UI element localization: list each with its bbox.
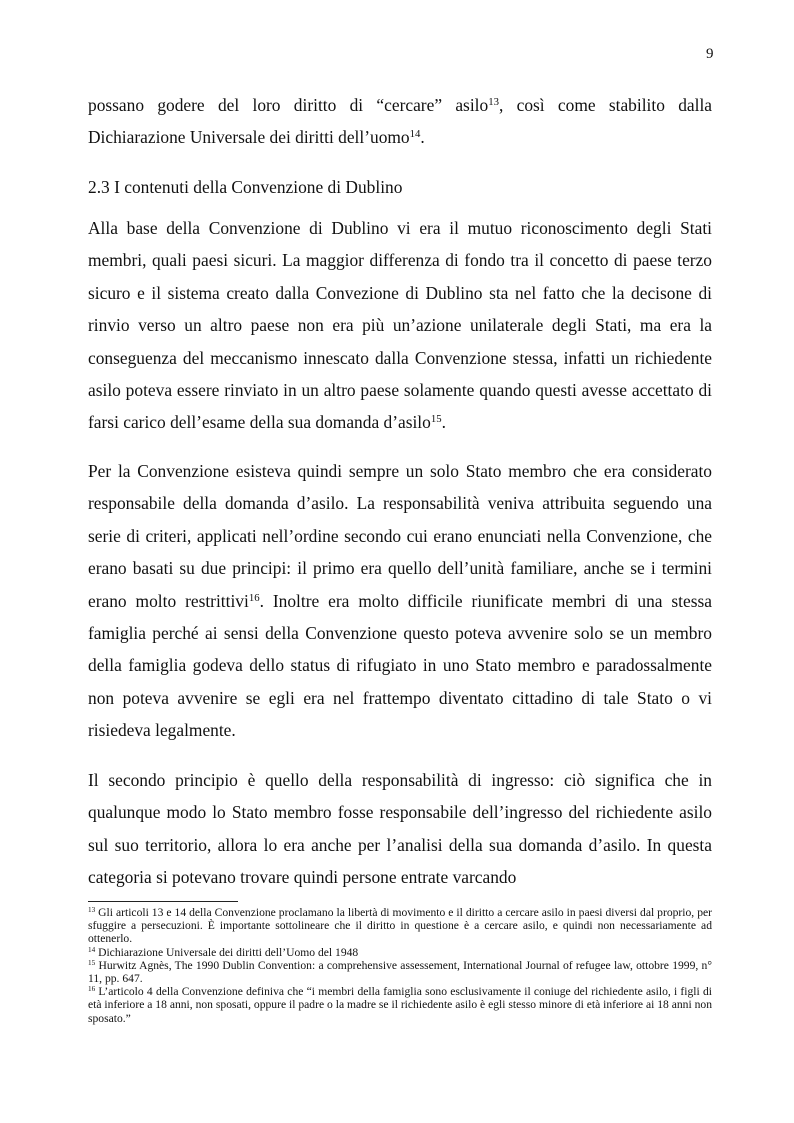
footnote-text: L’articolo 4 della Convenzione definiva che “i membri della famiglia sono esclusivamente il coniuge del richiedente asilo, i figli di età inferiore a 18 anni, non sposati, oppure il padre o la madre se il richiedente asilo è egli stesso minore di età inferiore ai 18 anni non sposato.”: [88, 985, 712, 1025]
paragraph-text: . Inoltre era molto difficile riunificate membri di una stessa famiglia perché ai sensi della Convenzione questo poteva avvenire solo se un membro della famiglia godeva dello status di rifugiato in uno Stato membro e paradossalmente non poteva avvenire se egli era nel frattempo diventato cittadino di tale Stato o vi risiedeva legalmente.: [88, 590, 712, 741]
paragraph-text: Per la Convenzione esisteva quindi sempre un solo Stato membro che era considerato responsabile della domanda d’asilo. La responsabilità veniva attribuita seguendo una serie di criteri, applicati nell’ordine secondo cui erano enunciati nella Convenzione, che erano basati su due principi: il primo era quello dell’unità familiare, anche se i termini erano molto restrittivi: [88, 461, 712, 611]
footnote-separator: [88, 901, 238, 902]
footnote-text: Hurwitz Agnès, The 1990 Dublin Convention: a comprehensive assessement, International Journal of refugee law, ottobre 1999, n° 11, pp. 647.: [88, 958, 712, 986]
paragraph-text: .: [441, 412, 446, 433]
footnote: [88, 906, 712, 946]
footnote-text: Gli articoli 13 e 14 della Convenzione proclamano la libertà di movimento e il diritto a cercare asilo in paesi diversi dal proprio, per sfuggire a persecuzioni. È importante sottolineare che il diritto in questione è a cercare asilo, e quindi non necessariamente ad ottenerlo.: [88, 906, 712, 946]
footnote-text: Dichiarazione Universale dei diritti dell’Uomo del 1948: [95, 945, 359, 959]
footnote: [88, 959, 712, 985]
footnote-ref: 14: [409, 128, 421, 141]
footnote-ref: 16: [248, 591, 260, 604]
section-heading: 2.3 I contenuti della Convenzione di Dublino: [88, 177, 403, 197]
footnote-number: 13: [88, 906, 96, 915]
paragraph-dublin-basis: [88, 212, 712, 439]
paragraph-continuation: [88, 89, 712, 154]
paragraph-text: Il secondo principio è quello della responsabilità di ingresso: ciò significa che in qualunque modo lo Stato membro fosse responsabile dell’ingresso del richiedente asilo sul suo territorio, allora lo era anche per l’analisi della sua domanda d’asilo. In questa categoria si potevano trovare quindi persone entrate varcando: [88, 770, 712, 888]
paragraph-text: .: [420, 127, 425, 148]
footnote-number: 14: [88, 945, 96, 954]
paragraph-text: , così come stabilito dalla Dichiarazione Universale dei diritti dell’uomo: [88, 95, 712, 148]
page-number: 9: [706, 46, 714, 62]
paragraph-text: possano godere del loro diritto di “cercare” asilo: [88, 95, 489, 115]
paragraph-responsibility: [88, 455, 712, 747]
footnotes: [88, 906, 712, 1025]
footnote-number: 15: [88, 958, 96, 967]
footnote-ref: 15: [430, 413, 442, 426]
footnote: [88, 946, 712, 959]
footnote-ref: 13: [488, 96, 499, 109]
paragraph-text: Alla base della Convenzione di Dublino vi era il mutuo riconoscimento degli Stati membri, quali paesi sicuri. La maggior differenza di fondo tra il concetto di paese terzo sicuro e il sistema creato dalla Convezione di Dublino sta nel fatto che la decisone di rinvio verso un altro paese non era più un’azione unilaterale degli Stati, ma era la conseguenza del meccanismo innescato dalla Convenzione stessa, infatti un richiedente asilo poteva essere rinviato in un altro paese solamente quando questi avesse accettato di farsi carico dell’esame della sua domanda d’asilo: [88, 218, 712, 433]
footnote: [88, 985, 712, 1025]
footnote-number: 16: [88, 985, 96, 994]
paragraph-entry-principle: [88, 764, 712, 894]
